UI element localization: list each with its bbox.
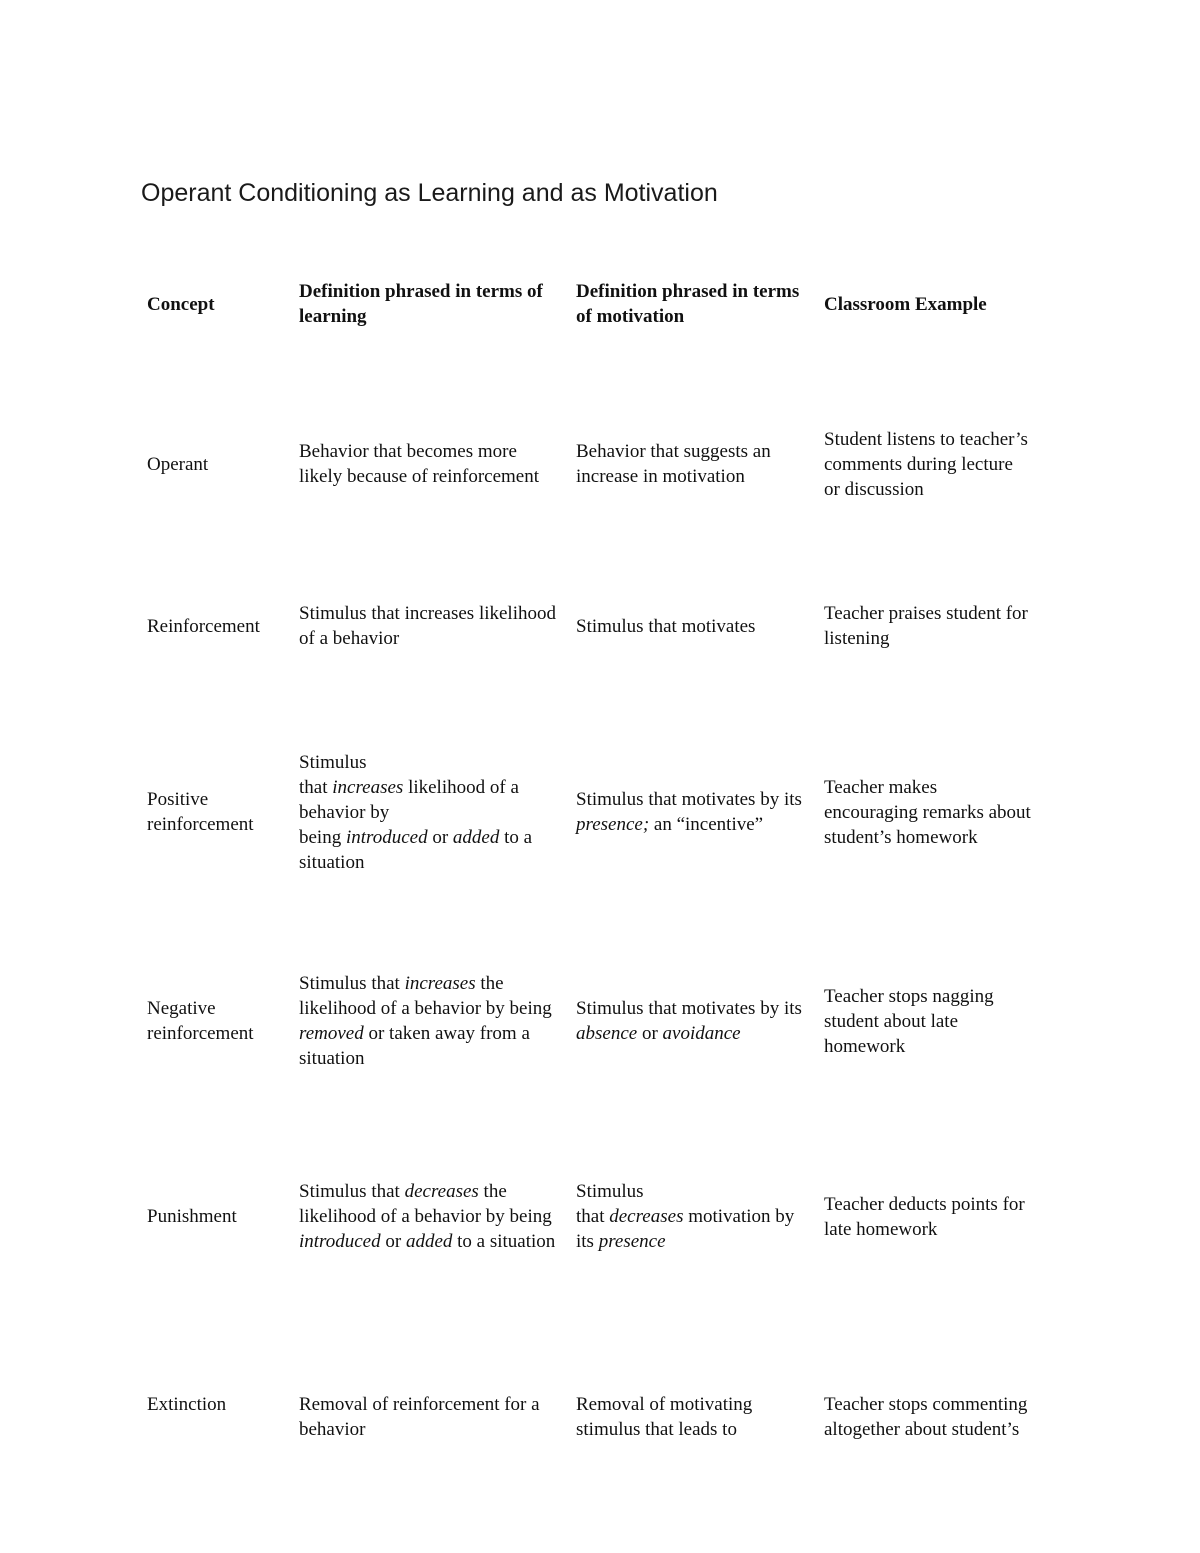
learning-definition-cell: Stimulus that increases likelihood of a behavior by being introduced or added to a situation — [299, 751, 533, 873]
classroom-example-cell: Student listens to teacher’s comments during lecture or discussion — [824, 428, 1028, 500]
table-row — [139, 348, 1039, 580]
operant-conditioning-table — [139, 260, 1039, 1461]
header-concept: Concept — [147, 293, 215, 315]
concept-cell: Extinction — [147, 1394, 227, 1415]
classroom-example-cell: Teacher deducts points for late homework — [824, 1193, 1025, 1240]
table-row — [139, 580, 1039, 672]
classroom-example-cell: Teacher stops commenting altogether about student’s — [824, 1394, 1028, 1440]
motivation-definition-cell: Stimulus that motivates — [576, 615, 756, 637]
classroom-example-cell: Teacher stops nagging student about late homework — [824, 985, 994, 1057]
table-row — [139, 952, 1039, 1090]
concept-cell: Reinforcement — [147, 615, 260, 637]
motivation-definition-cell: Removal of motivating stimulus that leads to — [576, 1394, 753, 1440]
learning-definition-cell: Stimulus that decreases the likelihood of a behavior by being introduced or added to a situation — [299, 1181, 556, 1252]
table-row — [139, 1090, 1039, 1343]
learning-definition-cell: Removal of reinforcement for a behavior — [299, 1394, 540, 1440]
motivation-definition-cell: Stimulus that motivates by its absence or avoidance — [576, 998, 802, 1044]
table-header-row — [139, 260, 1039, 348]
classroom-example-cell: Teacher makes encouraging remarks about student’s homework — [824, 776, 1031, 848]
motivation-definition-cell: Stimulus that motivates by its presence; an “incentive” — [576, 789, 802, 835]
page-title: Operant Conditioning as Learning and as Motivation — [141, 179, 718, 207]
concept-cell: Operant — [147, 453, 209, 475]
learning-definition-cell: Stimulus that increases the likelihood of a behavior by being removed or taken away from a situation — [299, 973, 552, 1069]
table-row — [139, 1343, 1039, 1461]
concept-cell: Negative reinforcement — [147, 998, 254, 1044]
motivation-definition-cell: Behavior that suggests an increase in motivation — [576, 441, 771, 487]
concept-cell: Punishment — [147, 1206, 237, 1227]
learning-definition-cell: Stimulus that increases likelihood of a behavior — [299, 603, 556, 649]
table-row — [139, 672, 1039, 952]
header-learning-definition: Definition phrased in terms of learning — [299, 281, 543, 327]
concept-cell: Positive reinforcement — [147, 789, 254, 835]
header-motivation-definition: Definition phrased in terms of motivation — [576, 281, 800, 327]
learning-definition-cell: Behavior that becomes more likely because of reinforcement — [299, 441, 540, 487]
header-classroom-example: Classroom Example — [824, 293, 987, 315]
motivation-definition-cell: Stimulus that decreases motivation by its presence — [576, 1181, 795, 1252]
classroom-example-cell: Teacher praises student for listening — [824, 603, 1028, 649]
